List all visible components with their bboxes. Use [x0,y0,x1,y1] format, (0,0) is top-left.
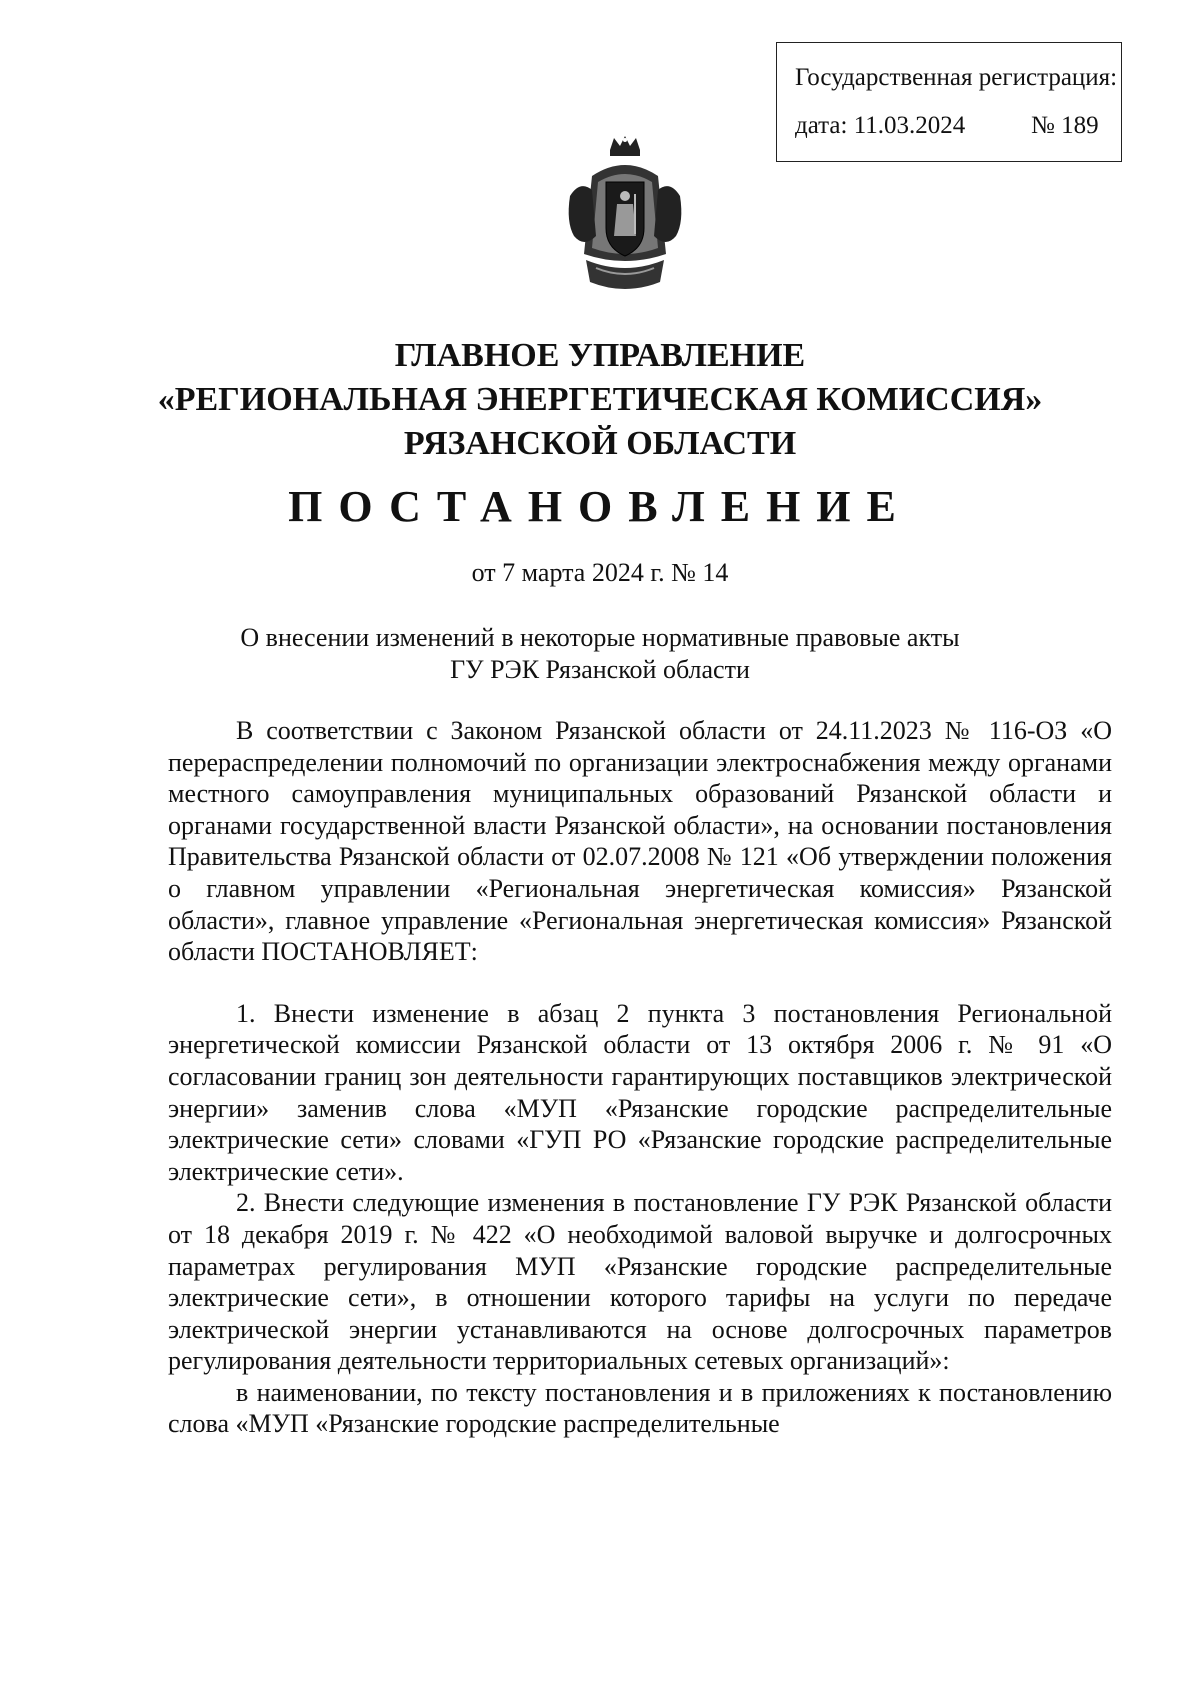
registration-number: № 189 [1031,112,1099,139]
issuer-title-line-2: «РЕГИОНАЛЬНАЯ ЭНЕРГЕТИЧЕСКАЯ КОМИССИЯ» [157,381,1043,418]
preamble-text: В соответствии с Законом Рязанской области от 24.11.2023 № 116-ОЗ «О перераспределении полномочий по организации электроснабжения между органами местного самоуправления муниципальных образований Рязанской области и органами государственной власти Рязанской области», на основании постановления Правительства Рязанской области от 02.07.2008 № 121 «Об утверждении положения о главном управлении «Региональная энергетическая комиссия» Рязанской области», главное управление «Региональная энергетическая комиссия» Рязанской области [168,716,1112,967]
subject-line-2: ГУ РЭК Рязанской области [450,655,750,684]
item-1-paragraph: 1. Внести изменение в абзац 2 пункта 3 постановления Региональной энергетической комиссии Рязанской области от 13 октября 2006 г. № 91 «О согласовании границ зон деятельности гарантирующих поставщиков электрической энергии» заменив слова «МУП «Рязанские городские распределительные электрические сети» словами «ГУП РО «Рязанские городские распределительные электрические сети». [168,998,1112,1186]
subject-line-1: О внесении изменений в некоторые нормативные правовые акты [240,623,960,652]
registration-stamp [776,42,1122,162]
document-type: ПОСТАНОВЛЕНИЕ [288,482,912,531]
item-2-paragraph: 2. Внести следующие изменения в постановление ГУ РЭК Рязанской области от 18 декабря 2019 г. № 422 «О необходимой валовой выручке и долгосрочных параметрах регулирования МУП «Рязанские городские распределительные электрические сети», в отношении которого тарифы на услуги по передаче электрической энергии устанавливаются на основе долгосрочных параметров регулирования деятельности территориальных сетевых организаций»: [168,1188,1112,1376]
decree-word: ПОСТАНОВЛЯЕТ: [261,937,478,967]
document-subject [100,622,1100,686]
registration-title: Государственная регистрация: [795,64,1118,91]
issuer-title-line-3: РЯЗАНСКОЙ ОБЛАСТИ [403,425,797,462]
item-2-sub-paragraph: в наименовании, по тексту постановления и в приложениях к постановлению слова «МУП «Рязанские городские распределительные [168,1377,1112,1439]
document-body [168,715,1112,1440]
preamble-paragraph [168,715,1112,968]
registration-date: дата: 11.03.2024 [795,112,966,139]
issuer-title-line-1: ГЛАВНОЕ УПРАВЛЕНИЕ [394,337,806,374]
coat-of-arms-icon [562,136,688,296]
document-date-number: от 7 марта 2024 г. № 14 [471,558,729,587]
